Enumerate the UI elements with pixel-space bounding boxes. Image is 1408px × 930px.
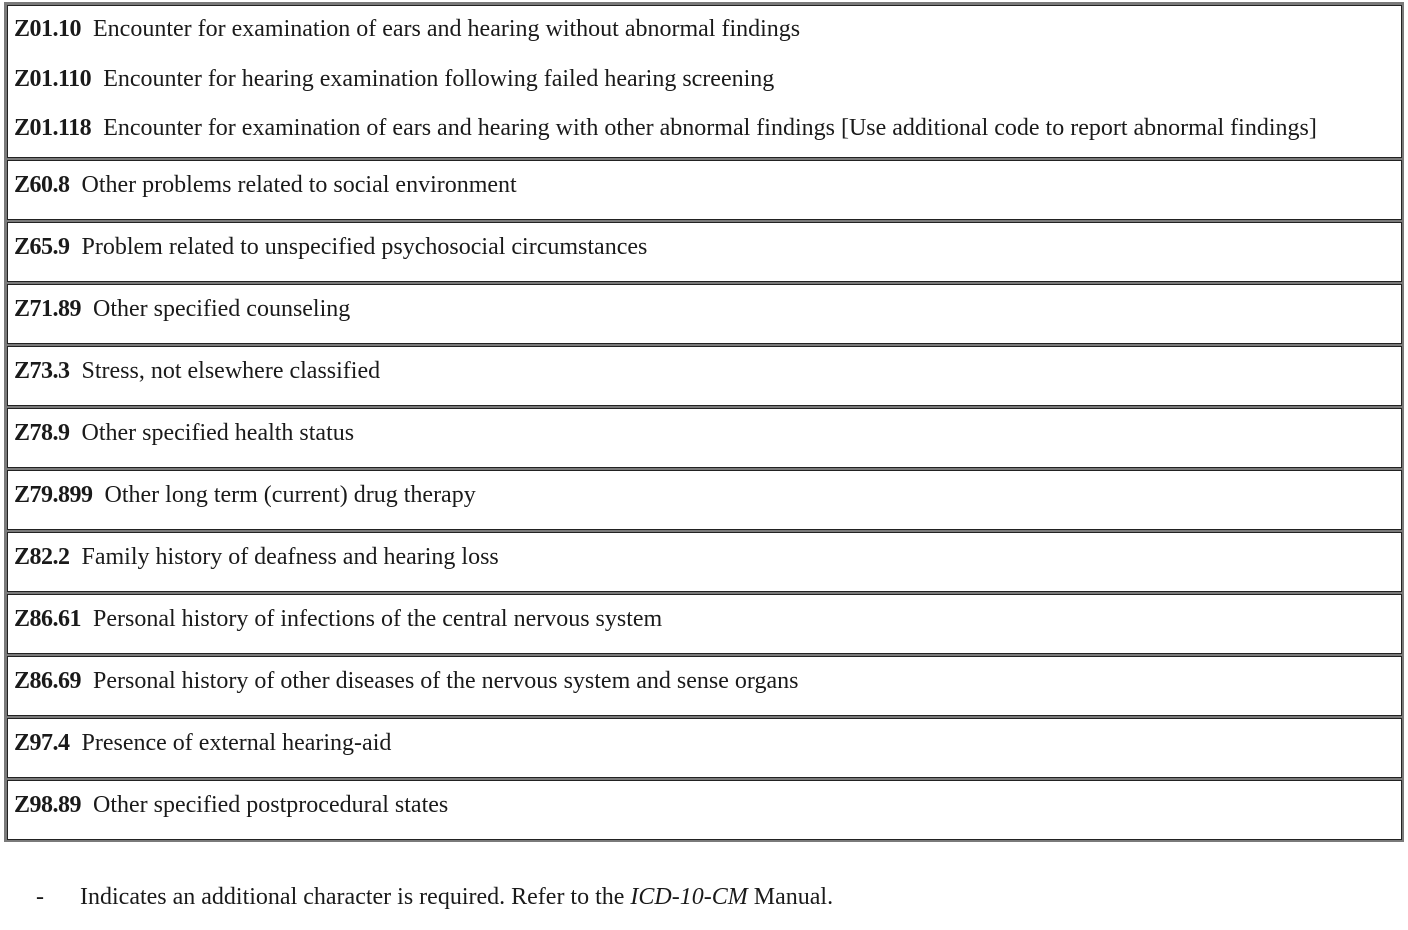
code-entry xyxy=(14,222,1401,281)
code-label: Z01.118 xyxy=(14,115,92,141)
code-label: Z86.69 xyxy=(14,668,82,694)
table-cell xyxy=(6,469,1403,531)
code-entry xyxy=(14,408,1401,467)
code-entry xyxy=(14,103,1401,157)
table-row xyxy=(6,283,1403,345)
table-cell xyxy=(6,221,1403,283)
code-description: Encounter for examination of ears and hearing without abnormal findings xyxy=(93,16,801,42)
code-entry xyxy=(14,54,1401,103)
code-entry xyxy=(14,346,1401,405)
table-row xyxy=(6,469,1403,531)
code-label: Z01.110 xyxy=(14,66,92,92)
footnote-symbol: - xyxy=(36,884,44,910)
code-description: Problem related to unspecified psychosocial circumstances xyxy=(81,234,648,260)
table-row xyxy=(6,655,1403,717)
code-entry xyxy=(14,470,1401,529)
code-entry xyxy=(14,594,1401,653)
code-entry xyxy=(14,532,1401,591)
code-description: Encounter for examination of ears and hearing with other abnormal findings [Use additional code to report abnormal findings] xyxy=(103,115,1317,141)
table-cell xyxy=(6,4,1403,159)
code-entry xyxy=(14,160,1401,219)
footnote xyxy=(36,882,833,912)
code-description: Family history of deafness and hearing loss xyxy=(81,544,499,570)
code-label: Z98.89 xyxy=(14,792,82,818)
footnote-text: Indicates an additional character is required. Refer to the xyxy=(80,884,631,910)
table-row xyxy=(6,221,1403,283)
table-row xyxy=(6,717,1403,779)
table-cell xyxy=(6,345,1403,407)
table-row xyxy=(6,531,1403,593)
table-cell xyxy=(6,283,1403,345)
code-entry xyxy=(14,5,1401,54)
code-label: Z82.2 xyxy=(14,544,70,570)
code-description: Personal history of other diseases of the nervous system and sense organs xyxy=(93,668,799,694)
table-row xyxy=(6,407,1403,469)
code-description: Personal history of infections of the central nervous system xyxy=(93,606,663,632)
code-description: Other specified postprocedural states xyxy=(93,792,449,818)
table-cell xyxy=(6,407,1403,469)
code-description: Other problems related to social environment xyxy=(81,172,517,198)
code-label: Z73.3 xyxy=(14,358,70,384)
code-label: Z78.9 xyxy=(14,420,70,446)
table-row xyxy=(6,593,1403,655)
code-label: Z60.8 xyxy=(14,172,70,198)
table-cell xyxy=(6,779,1403,841)
table-cell xyxy=(6,531,1403,593)
icd-code-table xyxy=(4,2,1404,842)
manual-name: ICD-10-CM xyxy=(630,884,748,910)
code-entry xyxy=(14,284,1401,343)
code-entry xyxy=(14,656,1401,715)
table-row xyxy=(6,345,1403,407)
code-entry xyxy=(14,718,1401,777)
code-description: Presence of external hearing-aid xyxy=(81,730,392,756)
code-label: Z97.4 xyxy=(14,730,70,756)
table-cell xyxy=(6,593,1403,655)
code-description: Stress, not elsewhere classified xyxy=(81,358,381,384)
code-label: Z79.899 xyxy=(14,482,93,508)
code-entry xyxy=(14,780,1401,839)
code-label: Z01.10 xyxy=(14,16,82,42)
code-description: Other specified counseling xyxy=(93,296,351,322)
table-cell xyxy=(6,655,1403,717)
table-row xyxy=(6,779,1403,841)
table-cell xyxy=(6,717,1403,779)
code-label: Z86.61 xyxy=(14,606,82,632)
code-label: Z65.9 xyxy=(14,234,70,260)
table-row xyxy=(6,159,1403,221)
code-description: Encounter for hearing examination following failed hearing screening xyxy=(103,66,775,92)
code-description: Other long term (current) drug therapy xyxy=(104,482,476,508)
table-cell xyxy=(6,159,1403,221)
code-label: Z71.89 xyxy=(14,296,82,322)
code-description: Other specified health status xyxy=(81,420,355,446)
table-row xyxy=(6,4,1403,159)
footnote-text-end: Manual. xyxy=(747,884,834,910)
